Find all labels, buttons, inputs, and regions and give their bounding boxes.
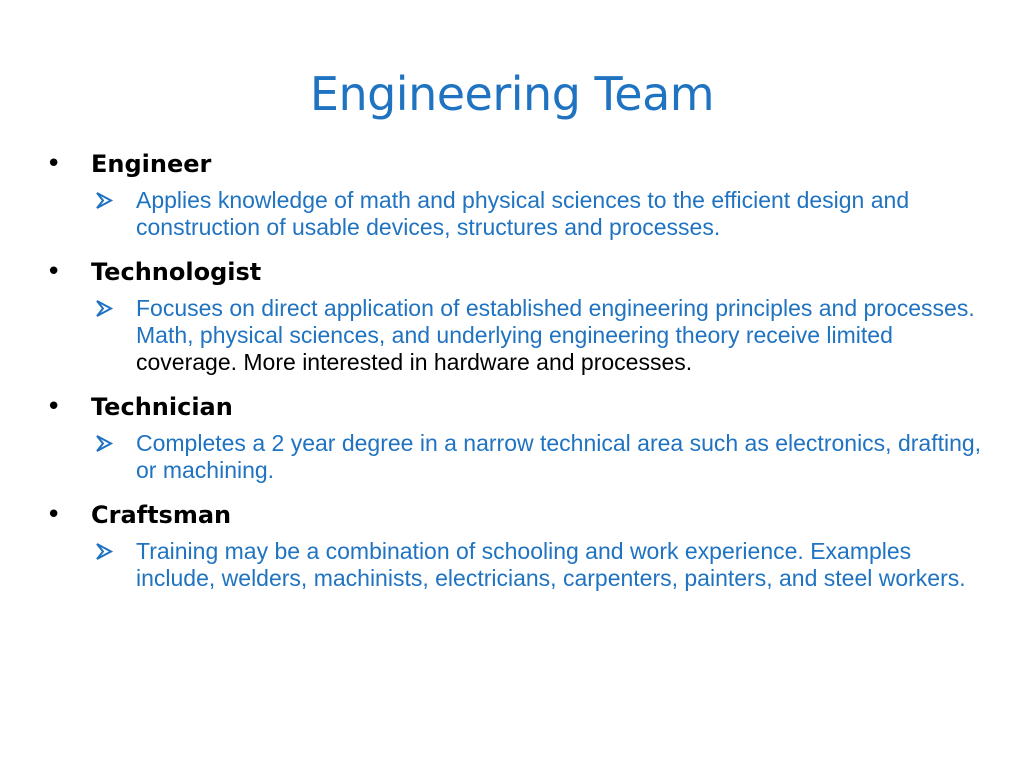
list-item-technologist	[46, 254, 996, 376]
arrow-bullet-icon	[92, 538, 116, 565]
list-item-engineer	[46, 146, 996, 241]
item-description	[46, 295, 996, 376]
list-item-technician	[46, 389, 996, 484]
item-description	[46, 187, 996, 241]
item-description	[46, 538, 996, 592]
bullet-list	[46, 146, 996, 605]
item-heading: Engineer	[91, 150, 212, 178]
description-text: Training may be a combination of schooling and work experience. Examples include, welders, machinists, electricians, carpenters, painters, and steel workers.	[136, 538, 966, 591]
bullet-icon: •	[46, 392, 62, 422]
list-item-craftsman	[46, 497, 996, 592]
item-heading: Technologist	[91, 258, 262, 286]
bullet-icon: •	[46, 149, 62, 179]
description-text-blue: Focuses on direct application of established engineering principles and processes. Math, physical sciences, and underlying engineering theory receive limited	[136, 295, 975, 348]
bullet-icon: •	[46, 257, 62, 287]
arrow-bullet-icon	[92, 295, 116, 322]
item-header	[46, 146, 996, 182]
item-header	[46, 389, 996, 425]
item-header	[46, 254, 996, 290]
item-heading: Craftsman	[91, 501, 232, 529]
bullet-icon: •	[46, 500, 62, 530]
arrow-bullet-icon	[92, 187, 116, 214]
arrow-bullet-icon	[92, 430, 116, 457]
slide-title: Engineering Team	[309, 67, 715, 121]
description-text: Applies knowledge of math and physical sciences to the efficient design and construction of usable devices, structures and processes.	[136, 187, 910, 240]
item-header	[46, 497, 996, 533]
item-heading: Technician	[91, 393, 233, 421]
description-text-black: coverage. More interested in hardware and processes.	[136, 349, 693, 375]
description-text: Completes a 2 year degree in a narrow technical area such as electronics, drafting, or machining.	[136, 430, 982, 483]
item-description	[46, 430, 996, 484]
